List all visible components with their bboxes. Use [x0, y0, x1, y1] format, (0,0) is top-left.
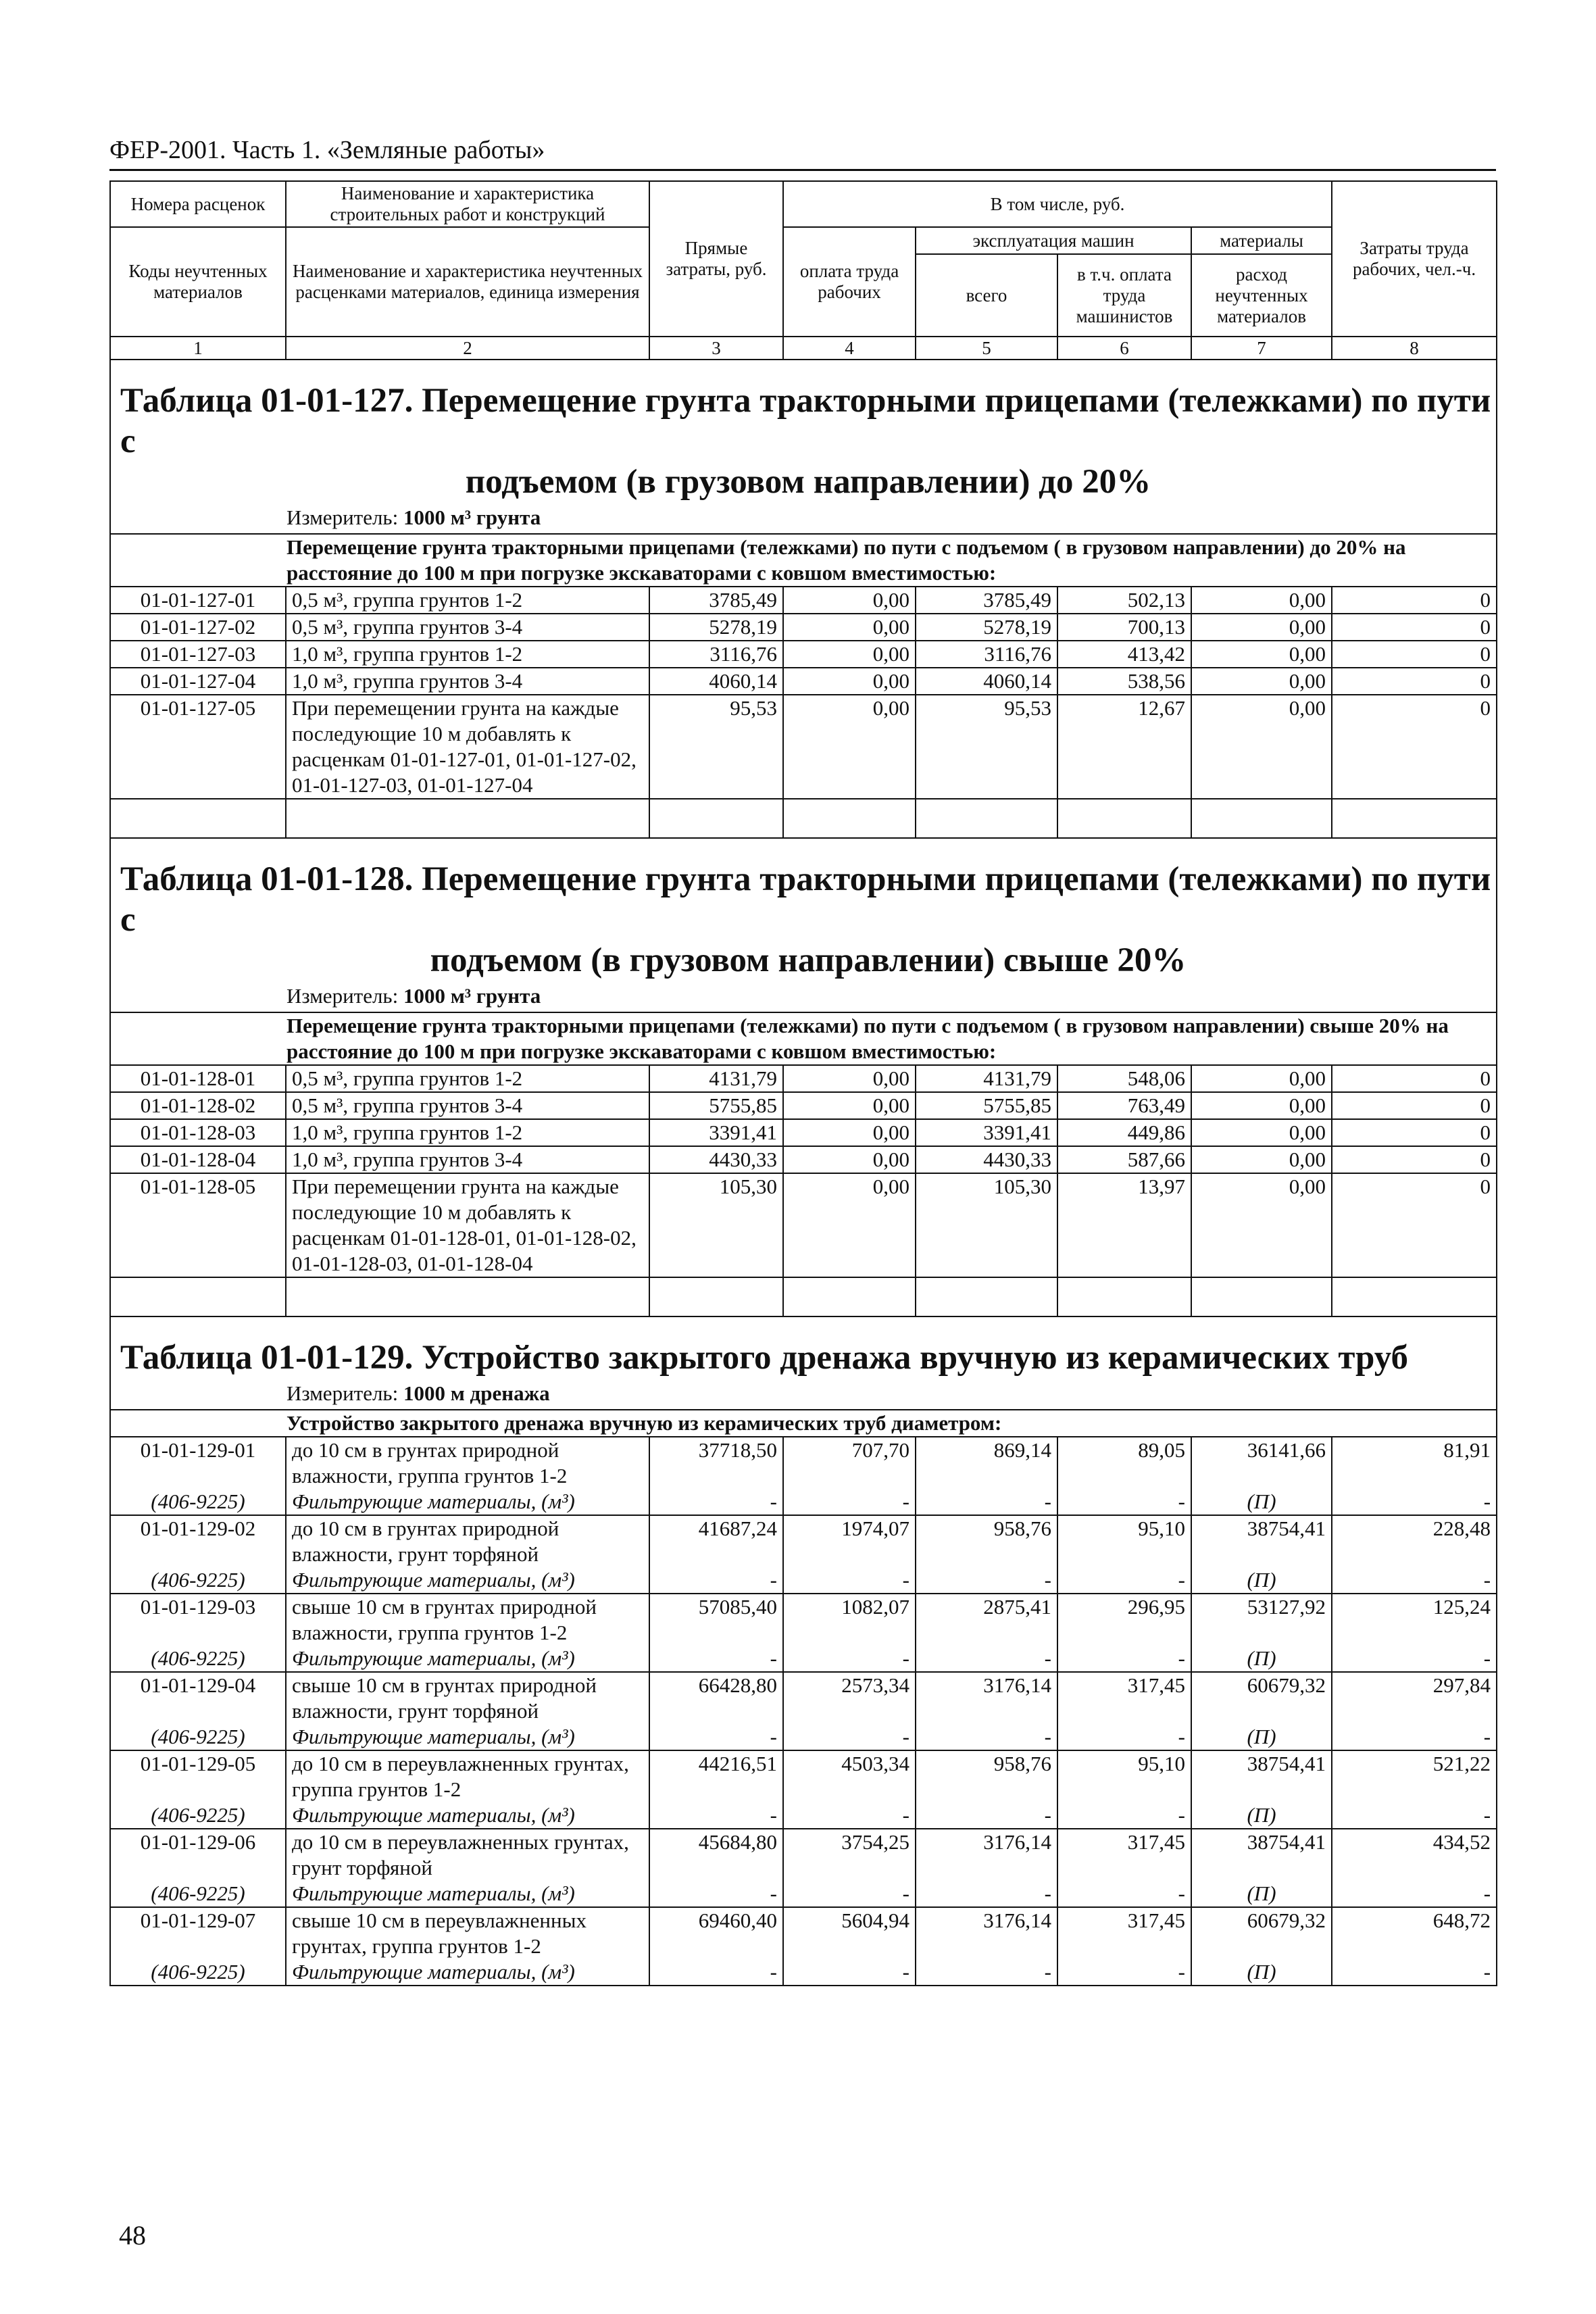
material-c6: -	[1057, 1567, 1191, 1594]
material-c8: -	[1332, 1881, 1497, 1907]
spacer-row	[110, 1277, 1497, 1316]
value-c7: 60679,32	[1191, 1907, 1332, 1959]
spacer-cell	[649, 1277, 783, 1316]
material-mark: (П)	[1191, 1802, 1332, 1829]
header-labor: Затраты труда рабочих, чел.-ч.	[1332, 181, 1497, 337]
material-row	[110, 1567, 1497, 1594]
value-c6: 317,45	[1057, 1672, 1191, 1724]
spacer-cell	[783, 1277, 916, 1316]
value-c5: 869,14	[916, 1437, 1057, 1489]
value-c3: 3391,41	[649, 1119, 783, 1146]
rate-code: 01-01-127-03	[110, 641, 286, 668]
table-row	[110, 1594, 1497, 1646]
table-row	[110, 614, 1497, 641]
rate-code: 01-01-129-04	[110, 1672, 286, 1724]
value-c8: 521,22	[1332, 1750, 1497, 1802]
rate-code: 01-01-129-03	[110, 1594, 286, 1646]
value-c6: 12,67	[1057, 695, 1191, 799]
value-c6: 95,10	[1057, 1750, 1191, 1802]
material-name: Фильтрующие материалы, (м³)	[286, 1489, 649, 1515]
value-c3: 5278,19	[649, 614, 783, 641]
value-c7: 0,00	[1191, 668, 1332, 695]
material-c5: -	[916, 1802, 1057, 1829]
spacer-cell	[1191, 1277, 1332, 1316]
rate-name: свыше 10 см в переувлажненных грунтах, группа грунтов 1-2	[286, 1907, 649, 1959]
header-materials-use: расход неучтенных материалов	[1191, 254, 1332, 337]
material-c8: -	[1332, 1959, 1497, 1986]
table-row	[110, 1437, 1497, 1489]
header-materials: материалы	[1191, 227, 1332, 254]
material-mark: (П)	[1191, 1646, 1332, 1672]
meter-label: Измеритель:	[286, 984, 399, 1008]
material-c6: -	[1057, 1489, 1191, 1515]
material-code: (406-9225)	[110, 1881, 286, 1907]
value-c8: 0	[1332, 695, 1497, 799]
rate-name: 1,0 м³, группа грунтов 1-2	[286, 641, 649, 668]
colnum: 3	[649, 337, 783, 360]
value-c6: 538,56	[1057, 668, 1191, 695]
material-c3: -	[649, 1881, 783, 1907]
rate-code: 01-01-128-04	[110, 1146, 286, 1173]
rate-name: 1,0 м³, группа грунтов 3-4	[286, 668, 649, 695]
value-c5: 4131,79	[916, 1065, 1057, 1092]
rate-name: до 10 см в грунтах природной влажности, группа грунтов 1-2	[286, 1437, 649, 1489]
spacer-cell	[1332, 799, 1497, 838]
table-row	[110, 1750, 1497, 1802]
value-c5: 5755,85	[916, 1092, 1057, 1119]
value-c8: 125,24	[1332, 1594, 1497, 1646]
header-name-top: Наименование и характеристика строительных работ и конструкций	[286, 181, 649, 227]
value-c4: 0,00	[783, 695, 916, 799]
value-c3: 5755,85	[649, 1092, 783, 1119]
value-c3: 45684,80	[649, 1829, 783, 1881]
table-129-heading	[110, 1316, 1497, 1410]
table-row	[110, 1092, 1497, 1119]
value-c8: 0	[1332, 614, 1497, 641]
material-name: Фильтрующие материалы, (м³)	[286, 1646, 649, 1672]
value-c8: 0	[1332, 668, 1497, 695]
rate-code: 01-01-128-01	[110, 1065, 286, 1092]
header-codes-top: Номера расценок	[110, 181, 286, 227]
spacer-cell	[1332, 1277, 1497, 1316]
value-c6: 89,05	[1057, 1437, 1191, 1489]
material-c8: -	[1332, 1724, 1497, 1750]
table-128-meter	[111, 981, 1496, 1012]
material-mark: (П)	[1191, 1881, 1332, 1907]
value-c6: 449,86	[1057, 1119, 1191, 1146]
header-machines-total: всего	[916, 254, 1057, 337]
value-c5: 95,53	[916, 695, 1057, 799]
value-c5: 4430,33	[916, 1146, 1057, 1173]
table-128-subheading: Перемещение грунта тракторными прицепами (тележками) по пути с подъемом ( в грузовом направлении) свыше 20% на расстояние до 100 м при погрузке экскаваторами с ковшом вместимостью:	[110, 1012, 1497, 1065]
table-127-title-line1: Таблица 01-01-127. Перемещение грунта тракторными прицепами (тележками) по пути с	[120, 382, 1491, 460]
rate-name: 1,0 м³, группа грунтов 3-4	[286, 1146, 649, 1173]
table-127-title	[111, 360, 1496, 502]
value-c6: 700,13	[1057, 614, 1191, 641]
rate-code: 01-01-127-05	[110, 695, 286, 799]
material-row	[110, 1881, 1497, 1907]
value-c5: 105,30	[916, 1173, 1057, 1277]
table-128-title	[111, 839, 1496, 981]
value-c7: 0,00	[1191, 1119, 1332, 1146]
spacer-cell	[286, 1277, 649, 1316]
material-name: Фильтрующие материалы, (м³)	[286, 1724, 649, 1750]
meter-label: Измеритель:	[286, 506, 399, 529]
value-c4: 0,00	[783, 1146, 916, 1173]
value-c4: 0,00	[783, 1173, 916, 1277]
table-row	[110, 1119, 1497, 1146]
material-mark: (П)	[1191, 1959, 1332, 1986]
table-128-title-line1: Таблица 01-01-128. Перемещение грунта тракторными прицепами (тележками) по пути с	[120, 860, 1491, 939]
value-c7: 38754,41	[1191, 1829, 1332, 1881]
rate-code: 01-01-128-02	[110, 1092, 286, 1119]
value-c4: 1082,07	[783, 1594, 916, 1646]
material-row	[110, 1724, 1497, 1750]
value-c6: 502,13	[1057, 587, 1191, 614]
rate-code: 01-01-129-01	[110, 1437, 286, 1489]
value-c4: 0,00	[783, 641, 916, 668]
material-c3: -	[649, 1567, 783, 1594]
material-name: Фильтрующие материалы, (м³)	[286, 1567, 649, 1594]
value-c6: 763,49	[1057, 1092, 1191, 1119]
document-page	[109, 135, 1496, 1986]
value-c4: 0,00	[783, 587, 916, 614]
material-c8: -	[1332, 1802, 1497, 1829]
value-c7: 36141,66	[1191, 1437, 1332, 1489]
column-numbers	[110, 337, 1497, 360]
rate-name: 0,5 м³, группа грунтов 1-2	[286, 1065, 649, 1092]
value-c4: 707,70	[783, 1437, 916, 1489]
rate-code: 01-01-127-01	[110, 587, 286, 614]
table-127-title-line2: подъемом (в грузовом направлении) до 20%	[465, 463, 1151, 501]
material-c4: -	[783, 1959, 916, 1986]
spacer-row	[110, 799, 1497, 838]
colnum: 5	[916, 337, 1057, 360]
table-127-meter	[111, 502, 1496, 533]
value-c7: 0,00	[1191, 1065, 1332, 1092]
rate-name: 0,5 м³, группа грунтов 1-2	[286, 587, 649, 614]
value-c3: 105,30	[649, 1173, 783, 1277]
table-row	[110, 1515, 1497, 1567]
rate-name: 0,5 м³, группа грунтов 3-4	[286, 614, 649, 641]
rate-name: При перемещении грунта на каждые последующие 10 м добавлять к расценкам 01-01-127-01, 01-01-127-02, 01-01-127-03, 01-01-127-04	[286, 695, 649, 799]
value-c6: 13,97	[1057, 1173, 1191, 1277]
table-row	[110, 1146, 1497, 1173]
value-c4: 3754,25	[783, 1829, 916, 1881]
value-c8: 0	[1332, 1119, 1497, 1146]
value-c8: 0	[1332, 1092, 1497, 1119]
material-mark: (П)	[1191, 1489, 1332, 1515]
value-c4: 4503,34	[783, 1750, 916, 1802]
value-c8: 0	[1332, 1065, 1497, 1092]
material-c8: -	[1332, 1489, 1497, 1515]
table-128-title-line2: подъемом (в грузовом направлении) свыше 20%	[430, 941, 1187, 979]
value-c4: 2573,34	[783, 1672, 916, 1724]
meter-value: 1000 м дренажа	[403, 1381, 550, 1405]
table-127	[110, 360, 1497, 838]
header-group: В том числе, руб.	[783, 181, 1332, 227]
material-c4: -	[783, 1489, 916, 1515]
value-c5: 3785,49	[916, 587, 1057, 614]
value-c4: 0,00	[783, 1092, 916, 1119]
value-c5: 958,76	[916, 1750, 1057, 1802]
value-c7: 0,00	[1191, 695, 1332, 799]
spacer-cell	[649, 799, 783, 838]
value-c4: 1974,07	[783, 1515, 916, 1567]
table-header	[110, 181, 1497, 337]
spacer-cell	[1057, 799, 1191, 838]
value-c7: 0,00	[1191, 587, 1332, 614]
value-c6: 296,95	[1057, 1594, 1191, 1646]
value-c5: 3176,14	[916, 1829, 1057, 1881]
material-row	[110, 1646, 1497, 1672]
value-c6: 317,45	[1057, 1829, 1191, 1881]
meter-value: 1000 м³ грунта	[403, 506, 541, 529]
material-name: Фильтрующие материалы, (м³)	[286, 1881, 649, 1907]
value-c4: 0,00	[783, 1065, 916, 1092]
colnum: 7	[1191, 337, 1332, 360]
value-c3: 57085,40	[649, 1594, 783, 1646]
material-row	[110, 1802, 1497, 1829]
rate-code: 01-01-129-06	[110, 1829, 286, 1881]
material-c3: -	[649, 1489, 783, 1515]
spacer-cell	[1191, 799, 1332, 838]
value-c8: 434,52	[1332, 1829, 1497, 1881]
value-c3: 44216,51	[649, 1750, 783, 1802]
material-c5: -	[916, 1724, 1057, 1750]
value-c7: 0,00	[1191, 614, 1332, 641]
material-c6: -	[1057, 1959, 1191, 1986]
value-c4: 0,00	[783, 668, 916, 695]
colnum: 1	[110, 337, 286, 360]
rate-name: свыше 10 см в грунтах природной влажности, группа грунтов 1-2	[286, 1594, 649, 1646]
value-c8: 0	[1332, 587, 1497, 614]
material-c6: -	[1057, 1646, 1191, 1672]
table-128	[110, 838, 1497, 1316]
material-c4: -	[783, 1567, 916, 1594]
value-c8: 297,84	[1332, 1672, 1497, 1724]
running-title: ФЕР-2001. Часть 1. «Земляные работы»	[109, 135, 1496, 171]
value-c5: 4060,14	[916, 668, 1057, 695]
rate-code: 01-01-127-02	[110, 614, 286, 641]
material-code: (406-9225)	[110, 1567, 286, 1594]
spacer-cell	[110, 799, 286, 838]
material-c5: -	[916, 1567, 1057, 1594]
rate-name: до 10 см в переувлажненных грунтах, группа грунтов 1-2	[286, 1750, 649, 1802]
value-c7: 0,00	[1191, 1146, 1332, 1173]
material-mark: (П)	[1191, 1567, 1332, 1594]
header-codes-bottom: Коды неучтенных материалов	[110, 227, 286, 337]
material-c3: -	[649, 1959, 783, 1986]
value-c5: 958,76	[916, 1515, 1057, 1567]
spacer-cell	[1057, 1277, 1191, 1316]
material-row	[110, 1489, 1497, 1515]
value-c7: 38754,41	[1191, 1750, 1332, 1802]
value-c7: 0,00	[1191, 1173, 1332, 1277]
value-c8: 81,91	[1332, 1437, 1497, 1489]
rate-name: до 10 см в переувлажненных грунтах, грунт торфяной	[286, 1829, 649, 1881]
value-c3: 95,53	[649, 695, 783, 799]
value-c6: 317,45	[1057, 1907, 1191, 1959]
material-c6: -	[1057, 1802, 1191, 1829]
value-c8: 228,48	[1332, 1515, 1497, 1567]
material-name: Фильтрующие материалы, (м³)	[286, 1959, 649, 1986]
value-c8: 0	[1332, 1146, 1497, 1173]
table-129-title: Таблица 01-01-129. Устройство закрытого дренажа вручную из керамических труб	[120, 1339, 1409, 1377]
value-c5: 3176,14	[916, 1907, 1057, 1959]
table-129-subheading: Устройство закрытого дренажа вручную из керамических труб диаметром:	[110, 1410, 1497, 1437]
colnum: 8	[1332, 337, 1497, 360]
value-c5: 3116,76	[916, 641, 1057, 668]
colnum: 4	[783, 337, 916, 360]
table-row	[110, 641, 1497, 668]
material-code: (406-9225)	[110, 1802, 286, 1829]
rate-name: до 10 см в грунтах природной влажности, грунт торфяной	[286, 1515, 649, 1567]
meter-label: Измеритель:	[286, 1381, 399, 1405]
spacer-cell	[916, 1277, 1057, 1316]
value-c5: 3391,41	[916, 1119, 1057, 1146]
rate-code: 01-01-129-05	[110, 1750, 286, 1802]
table-row	[110, 587, 1497, 614]
material-c4: -	[783, 1802, 916, 1829]
material-name: Фильтрующие материалы, (м³)	[286, 1802, 649, 1829]
value-c3: 69460,40	[649, 1907, 783, 1959]
value-c8: 0	[1332, 641, 1497, 668]
material-c3: -	[649, 1646, 783, 1672]
table-129	[110, 1316, 1497, 1986]
material-c8: -	[1332, 1646, 1497, 1672]
table-row	[110, 668, 1497, 695]
material-c5: -	[916, 1959, 1057, 1986]
material-c3: -	[649, 1724, 783, 1750]
table-129-meter	[111, 1378, 1496, 1409]
value-c4: 0,00	[783, 614, 916, 641]
rate-name: свыше 10 см в грунтах природной влажности, грунт торфяной	[286, 1672, 649, 1724]
spacer-cell	[916, 799, 1057, 838]
colnum: 6	[1057, 337, 1191, 360]
material-c3: -	[649, 1802, 783, 1829]
value-c7: 38754,41	[1191, 1515, 1332, 1567]
table-row	[110, 1907, 1497, 1959]
value-c6: 95,10	[1057, 1515, 1191, 1567]
table-row	[110, 1672, 1497, 1724]
material-c8: -	[1332, 1567, 1497, 1594]
value-c4: 0,00	[783, 1119, 916, 1146]
price-table	[109, 180, 1497, 1986]
value-c5: 2875,41	[916, 1594, 1057, 1646]
rate-code: 01-01-129-02	[110, 1515, 286, 1567]
material-c5: -	[916, 1646, 1057, 1672]
page-number: 48	[119, 2220, 146, 2250]
value-c3: 37718,50	[649, 1437, 783, 1489]
rate-name: 0,5 м³, группа грунтов 3-4	[286, 1092, 649, 1119]
value-c5: 5278,19	[916, 614, 1057, 641]
header-wages: оплата труда рабочих	[783, 227, 916, 337]
value-c7: 53127,92	[1191, 1594, 1332, 1646]
material-c4: -	[783, 1724, 916, 1750]
rate-code: 01-01-129-07	[110, 1907, 286, 1959]
value-c4: 5604,94	[783, 1907, 916, 1959]
material-c4: -	[783, 1646, 916, 1672]
value-c3: 4430,33	[649, 1146, 783, 1173]
value-c6: 413,42	[1057, 641, 1191, 668]
value-c3: 4060,14	[649, 668, 783, 695]
header-direct-costs: Прямые затраты, руб.	[649, 181, 783, 337]
header-machinists: в т.ч. оплата труда машинистов	[1057, 254, 1191, 337]
value-c6: 587,66	[1057, 1146, 1191, 1173]
value-c8: 648,72	[1332, 1907, 1497, 1959]
material-code: (406-9225)	[110, 1489, 286, 1515]
rate-code: 01-01-128-03	[110, 1119, 286, 1146]
value-c3: 41687,24	[649, 1515, 783, 1567]
value-c3: 3785,49	[649, 587, 783, 614]
value-c5: 3176,14	[916, 1672, 1057, 1724]
table-row	[110, 1065, 1497, 1092]
material-c5: -	[916, 1489, 1057, 1515]
value-c7: 60679,32	[1191, 1672, 1332, 1724]
colnum: 2	[286, 337, 649, 360]
material-code: (406-9225)	[110, 1646, 286, 1672]
material-c4: -	[783, 1881, 916, 1907]
header-name-bottom: Наименование и характеристика неучтенных расценками материалов, единица измерения	[286, 227, 649, 337]
value-c3: 3116,76	[649, 641, 783, 668]
table-127-heading	[110, 360, 1497, 534]
meter-value: 1000 м³ грунта	[403, 984, 541, 1008]
value-c3: 66428,80	[649, 1672, 783, 1724]
spacer-cell	[110, 1277, 286, 1316]
table-128-heading	[110, 838, 1497, 1012]
table-127-subheading: Перемещение грунта тракторными прицепами (тележками) по пути с подъемом ( в грузовом направлении) до 20% на расстояние до 100 м при погрузке экскаваторами с ковшом вместимостью:	[110, 534, 1497, 587]
material-code: (406-9225)	[110, 1959, 286, 1986]
spacer-cell	[286, 799, 649, 838]
rate-name: 1,0 м³, группа грунтов 1-2	[286, 1119, 649, 1146]
value-c7: 0,00	[1191, 641, 1332, 668]
value-c7: 0,00	[1191, 1092, 1332, 1119]
value-c8: 0	[1332, 1173, 1497, 1277]
header-machines: эксплуатация машин	[916, 227, 1191, 254]
table-row	[110, 695, 1497, 799]
rate-name: При перемещении грунта на каждые последующие 10 м добавлять к расценкам 01-01-128-01, 01-01-128-02, 01-01-128-03, 01-01-128-04	[286, 1173, 649, 1277]
value-c3: 4131,79	[649, 1065, 783, 1092]
material-c5: -	[916, 1881, 1057, 1907]
value-c6: 548,06	[1057, 1065, 1191, 1092]
material-c6: -	[1057, 1724, 1191, 1750]
rate-code: 01-01-128-05	[110, 1173, 286, 1277]
spacer-cell	[783, 799, 916, 838]
table-row	[110, 1173, 1497, 1277]
material-row	[110, 1959, 1497, 1986]
table-row	[110, 1829, 1497, 1881]
rate-code: 01-01-127-04	[110, 668, 286, 695]
material-mark: (П)	[1191, 1724, 1332, 1750]
material-c6: -	[1057, 1881, 1191, 1907]
material-code: (406-9225)	[110, 1724, 286, 1750]
